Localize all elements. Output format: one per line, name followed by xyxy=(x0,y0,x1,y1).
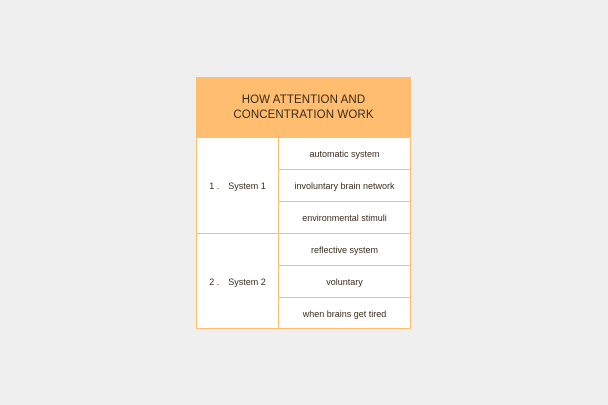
diagram-title: HOW ATTENTION AND CONCENTRATION WORK xyxy=(233,93,374,121)
group-item: voluntary xyxy=(279,265,410,297)
group-system-1 xyxy=(197,137,410,233)
diagram-header xyxy=(197,78,410,137)
group-items xyxy=(279,234,410,329)
group-item: automatic system xyxy=(309,148,380,159)
group-item: involuntary brain network xyxy=(279,169,410,201)
group-index: 1 . xyxy=(209,180,220,191)
group-label-cell xyxy=(197,138,279,233)
group-label xyxy=(209,277,266,287)
group-index: 2 . xyxy=(209,276,220,287)
group-items xyxy=(279,138,410,233)
attention-diagram xyxy=(196,77,411,329)
group-item: when brains get tired xyxy=(279,297,410,329)
group-item: environmental stimuli xyxy=(279,201,410,233)
group-system-2 xyxy=(197,233,410,329)
group-name: System 2 xyxy=(228,276,266,287)
group-label-cell xyxy=(197,234,279,329)
group-item: reflective system xyxy=(310,244,379,255)
group-label xyxy=(209,181,266,191)
group-name: System 1 xyxy=(228,180,266,191)
